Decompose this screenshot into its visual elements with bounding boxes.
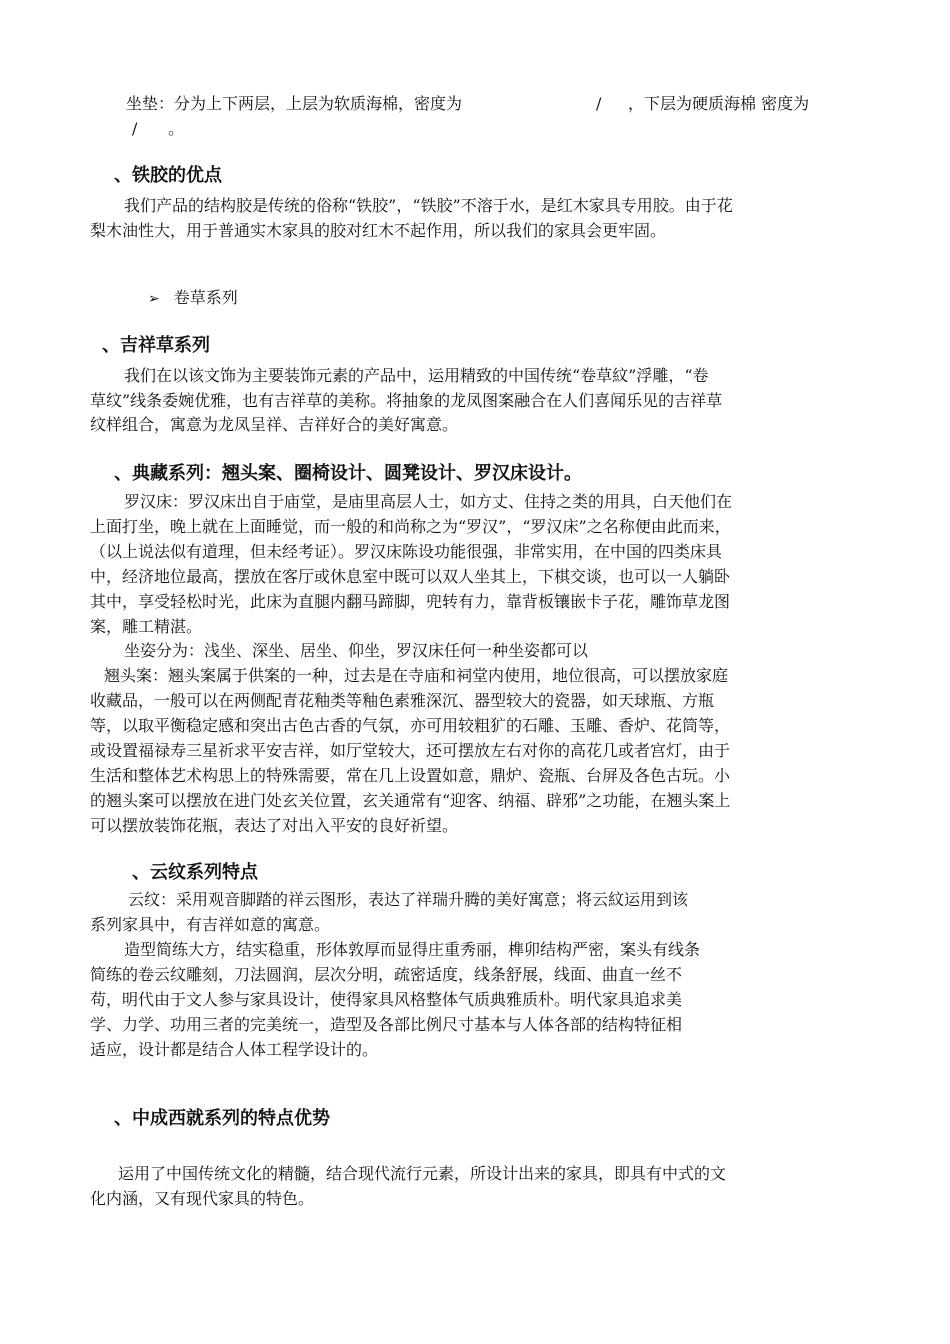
section-heading-jixiang: 、吉祥草系列 (102, 335, 210, 356)
diancang-line: 翘头案：翘头案属于供案的一种，过去是在寺庙和祠堂内使用，地位很高，可以摆放家庭 (104, 666, 729, 685)
diancang-line: 等，以取平衡稳定感和突出古色古香的气氛，亦可用较粗犷的石雕、玉雕、香炉、花筒等， (90, 716, 731, 735)
glue-line: 我们产品的结构胶是传统的俗称“铁胶”，“铁胶”不溶于水，是红木家具专用胶。由于花 (124, 196, 733, 215)
diancang-line: （以上说法似有道理，但未经考证）。罗汉床陈设功能很强，非常实用，在中国的四类床具 (90, 542, 723, 561)
diancang-line: 的翘头案可以摆放在进门处玄关位置，玄关通常有“迎客、纳福、辟邪”之功能，在翘头案上 (90, 791, 731, 810)
section-heading-diancang: 、典藏系列：翘头案、圈椅设计、圆凳设计、罗汉床设计。 (114, 463, 582, 484)
arrow-bullet-icon: ➢ (148, 291, 160, 307)
yunwen-line: 学、力学、功用三者的完美统一，造型及各部比例尺寸基本与人体各部的结构特征相 (90, 1015, 683, 1034)
jixiang-line: 纹样组合，寓意为龙凤呈祥、吉祥好合的美好寓意。 (90, 415, 459, 434)
yunwen-line: 适应，设计都是结合人体工程学设计的。 (90, 1040, 379, 1059)
jixiang-line: 草纹”线条委婉优雅，也有吉祥草的美称。将抽象的龙凤图案融合在人们喜闻乐见的吉祥草 (90, 391, 723, 410)
cushion-text-line (628, 92, 868, 116)
series-label-text: 卷草系列 (173, 288, 238, 307)
jixiang-line: 我们在以该文饰为主要装饰元素的产品中，运用精致的中国传统“卷草紋”浮雕，“卷 (124, 366, 709, 385)
diancang-line: 收藏品，一般可以在两侧配青花釉类等釉色素雅深沉、器型较大的瓷器，如天球瓶、方瓶 (90, 691, 715, 710)
diancang-line: 其中，享受轻松时光，此床为直腿内翻马蹄脚，兜转有力，靠背板镶嵌卡子花，雕饰草龙图 (90, 592, 731, 611)
diancang-line: 罗汉床：罗汉床出自于庙堂，是庙里高层人士，如方丈、住持之类的用具，白天他们在 (124, 492, 733, 511)
diancang-line: 坐姿分为：浅坐、深坐、居坐、仰坐，罗汉床任何一种坐姿都可以 (124, 641, 589, 660)
yunwen-line: 简练的卷云纹雕刻，刀法圆润，层次分明，疏密适度，线条舒展，线面、曲直一丝不 (90, 965, 683, 984)
cushion-slash-text: / (132, 119, 138, 138)
cushion-slash-text: / (596, 94, 602, 113)
series-label (148, 286, 238, 311)
section-heading-zhongcheng: 、中成西就系列的特点优势 (114, 1108, 330, 1129)
zhongcheng-line: 化内涵，又有现代家具的特色。 (90, 1189, 315, 1208)
cushion-slash (596, 92, 616, 116)
cushion-period-text: 。 (168, 119, 185, 138)
diancang-line: 中，经济地位最高，摆放在客厅或休息室中既可以双人坐其上，下棋交谈，也可以一人躺卧 (90, 567, 731, 586)
diancang-line: 案，雕工精湛。 (90, 617, 203, 636)
section-heading-yunwen: 、云纹系列特点 (132, 862, 258, 883)
cushion-text-part: 坐垫：分为上下两层，上层为软质海棉，密度为 (126, 94, 463, 113)
glue-line: 梨木油性大，用于普通实木家具的胶对红木不起作用，所以我们的家具会更牢固。 (90, 221, 667, 240)
yunwen-line: 系列家具中，有吉祥如意的寓意。 (90, 915, 331, 934)
diancang-line: 可以摆放装饰花瓶，表达了对出入平安的良好祈望。 (90, 816, 459, 835)
cushion-text-part: ，下层为硬质海棉 密度为 (628, 94, 810, 113)
yunwen-line: 云纹：采用观音脚踏的祥云图形，表达了祥瑞升腾的美好寓意；将云紋运用到该 (128, 890, 689, 909)
cushion-slash (132, 117, 152, 141)
diancang-line: 生活和整体艺术构思上的特殊需要，常在几上设置如意，鼎炉、瓷瓶、台屏及各色古玩。小 (90, 766, 731, 785)
yunwen-line: 造型简练大方，结实稳重，形体敦厚而显得庄重秀丽，榫卯结构严密，案头有线条 (124, 940, 701, 959)
cushion-period (168, 117, 188, 141)
diancang-line: 上面打坐，晚上就在上面睡觉，而一般的和尚称之为“罗汉”，“罗汉床”之名称便由此而来， (90, 517, 731, 536)
section-heading-glue: 、铁胶的优点 (114, 165, 222, 186)
diancang-line: 或设置福禄寿三星祈求平安吉祥，如厅堂较大，还可摆放左右对你的高花几或者宫灯，由于 (90, 741, 731, 760)
zhongcheng-line: 运用了中国传统文化的精髓，结合现代流行元素，所设计出来的家具，即具有中式的文 (118, 1164, 727, 1183)
yunwen-line: 苟，明代由于文人参与家具设计，使得家具风格整体气质典雅质朴。明代家具追求美 (90, 990, 683, 1009)
